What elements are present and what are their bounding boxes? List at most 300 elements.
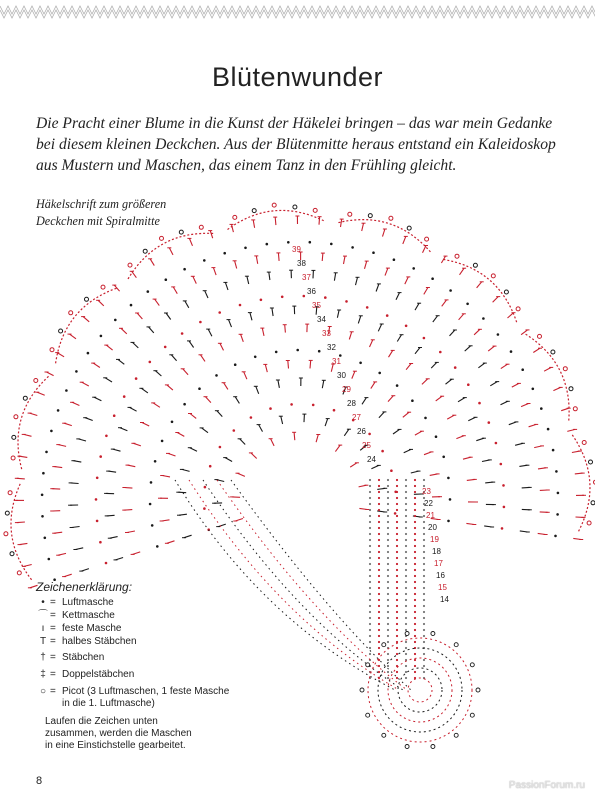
stitch-mark (508, 313, 514, 318)
stitch-mark (493, 297, 499, 303)
chain-mark (290, 403, 293, 406)
chain-mark (405, 539, 407, 541)
stitch-mark (521, 330, 527, 335)
chain-mark (387, 677, 389, 679)
chain-mark (149, 503, 152, 506)
chain-mark (378, 527, 380, 529)
chain-mark (386, 314, 389, 317)
stitch-mark (155, 371, 161, 376)
legend-row-half-double: T = halbes Stäbchen (36, 636, 236, 648)
chain-mark (369, 551, 371, 553)
chain-mark (281, 296, 284, 299)
chain-mark (378, 605, 380, 607)
picot-mark (4, 532, 8, 536)
stitch-mark (474, 329, 480, 335)
picot-mark (389, 216, 393, 220)
chain-mark (405, 479, 407, 481)
picot-mark (348, 212, 352, 216)
single-crochet-icon: ı (41, 623, 45, 634)
stitch-mark (337, 310, 339, 318)
chain-mark (44, 537, 47, 540)
center-ring (398, 668, 442, 712)
stitch-mark (167, 385, 173, 390)
stitch-mark (488, 346, 494, 351)
chain-mark (369, 545, 371, 547)
slip-stitch-icon: ⌒ (38, 610, 48, 621)
chain-mark (396, 533, 398, 535)
chain-mark (369, 617, 371, 619)
stitch-mark (150, 259, 154, 266)
stitch-mark (512, 383, 519, 387)
chain-mark (423, 593, 425, 595)
row-number-label: 14 (440, 595, 449, 604)
chain-mark (423, 527, 425, 529)
stitch-mark (225, 458, 232, 462)
stitch-mark (458, 398, 465, 402)
chain-mark (414, 509, 416, 511)
stitch-mark (278, 380, 280, 388)
row-number-label: 36 (307, 287, 316, 296)
stitch-mark (82, 382, 89, 386)
picot-mark (69, 311, 73, 315)
chain-mark (312, 404, 315, 407)
chain-mark (378, 647, 380, 649)
stitch-mark (265, 364, 267, 372)
picot-mark (431, 745, 435, 749)
chain-mark (454, 366, 457, 369)
chain-mark (199, 321, 202, 324)
picot-mark (23, 396, 27, 400)
stitch-mark (325, 419, 328, 427)
chain-mark (423, 599, 425, 601)
stitch-mark (177, 433, 184, 437)
stitch-mark (153, 403, 160, 407)
picot-mark (563, 367, 567, 371)
chain-mark (414, 629, 416, 631)
stitch-mark (423, 246, 427, 253)
chain-mark (405, 575, 407, 577)
picot-mark (516, 307, 520, 311)
chain-mark (396, 677, 398, 679)
legend-label: Doppelstäbchen (62, 669, 135, 680)
chain-mark (378, 611, 380, 613)
chain-mark (65, 389, 68, 392)
chain-mark (405, 599, 407, 601)
chain-mark (423, 659, 425, 661)
stitch-mark (533, 348, 540, 352)
chain-mark (423, 641, 425, 643)
center-ring (378, 648, 462, 732)
chain-mark (99, 455, 102, 458)
chain-mark (414, 485, 416, 487)
stitch-mark (193, 276, 197, 283)
chain-mark (378, 641, 380, 643)
chain-mark (381, 450, 384, 453)
chain-mark (369, 497, 371, 499)
stitch-mark (376, 284, 379, 292)
chain-mark (396, 587, 398, 589)
stitch-mark (189, 341, 194, 348)
chain-mark (405, 629, 407, 631)
chain-mark (42, 472, 45, 475)
chain-mark (387, 563, 389, 565)
chain-mark (423, 605, 425, 607)
stitch-mark (57, 353, 64, 357)
picot-mark (431, 632, 435, 636)
chain-mark (414, 575, 416, 577)
row-number-label: 29 (342, 385, 351, 394)
chain-mark (396, 557, 398, 559)
chain-mark (396, 497, 398, 499)
legend-label: Stäbchen (62, 652, 105, 663)
chain-mark (532, 388, 535, 391)
legend-label: Kettmasche (62, 610, 115, 621)
chain-mark (369, 521, 371, 523)
row-number-label: 24 (367, 455, 376, 464)
chain-mark (387, 611, 389, 613)
chain-mark (359, 362, 362, 365)
page-number: 8 (36, 775, 43, 787)
stitch-mark (468, 417, 475, 420)
chain-mark (405, 557, 407, 559)
stitch-mark (278, 253, 279, 261)
stitch-mark (47, 372, 54, 376)
stitch-mark (365, 261, 367, 269)
chain-mark (540, 407, 543, 410)
chain-mark (387, 605, 389, 607)
stitch-mark (232, 224, 234, 232)
stitch-mark (93, 363, 100, 367)
legend-row-single: ı = feste Masche (36, 623, 236, 635)
chain-mark (405, 497, 407, 499)
chain-mark (96, 477, 99, 480)
stitch-mark (272, 308, 273, 316)
chain-mark (250, 416, 253, 419)
stitch-mark (436, 396, 442, 401)
chain-stitch-icon: • (41, 597, 45, 608)
chain-mark (396, 653, 398, 655)
scallop-edge (56, 288, 118, 363)
stitch-mark (310, 360, 311, 368)
stitch-mark (294, 432, 295, 440)
row-number-label: 21 (426, 511, 435, 520)
chain-mark (405, 509, 407, 511)
chain-mark (387, 557, 389, 559)
stitch-mark (405, 277, 409, 284)
chain-mark (369, 527, 371, 529)
stitch-mark (341, 219, 342, 227)
chain-mark (369, 569, 371, 571)
chain-mark (414, 563, 416, 565)
stitch-mark (250, 313, 252, 321)
chain-mark (414, 569, 416, 571)
chain-mark (423, 509, 425, 511)
chain-mark (405, 671, 407, 673)
stitch-mark (335, 445, 340, 452)
chain-mark (387, 515, 389, 517)
chain-mark (414, 551, 416, 553)
chain-mark (266, 243, 269, 246)
row-number-label: 25 (362, 441, 371, 450)
chain-mark (423, 337, 426, 340)
chain-mark (405, 677, 407, 679)
picot-mark (582, 441, 586, 445)
stitch-mark (389, 350, 393, 357)
chain-mark (387, 653, 389, 655)
chain-mark (123, 395, 126, 398)
chain-mark (423, 569, 425, 571)
chain-mark (50, 430, 53, 433)
stitch-mark (259, 425, 263, 432)
chain-mark (369, 587, 371, 589)
chain-mark (369, 599, 371, 601)
picot-mark (504, 290, 508, 294)
chain-mark (396, 659, 398, 661)
legend-note (45, 716, 236, 752)
chain-mark (333, 409, 336, 412)
stitch-mark (133, 342, 139, 348)
chain-mark (405, 563, 407, 565)
chain-mark (275, 351, 278, 354)
chain-mark (556, 513, 559, 516)
chain-mark (396, 647, 398, 649)
chain-mark (405, 587, 407, 589)
chain-mark (387, 503, 389, 505)
stitch-mark (431, 362, 437, 368)
chain-mark (387, 641, 389, 643)
row-number-label: 15 (438, 583, 447, 592)
legend-label: Picot (3 Luftmaschen, 1 feste Masche in die 1. Luftmasche) (62, 686, 230, 709)
picot-mark (179, 230, 183, 234)
chain-mark (423, 635, 425, 637)
chain-mark (423, 551, 425, 553)
picot-mark (425, 237, 429, 241)
picot-mark (10, 552, 14, 556)
chain-mark (414, 611, 416, 613)
stitch-mark (189, 238, 192, 245)
stitch-mark (433, 316, 438, 322)
chain-mark (378, 497, 380, 499)
chain-mark (405, 527, 407, 529)
chain-mark (369, 635, 371, 637)
page-title: Blütenwunder (211, 62, 384, 92)
chain-mark (387, 497, 389, 499)
chain-mark (394, 512, 397, 515)
picot-mark (470, 713, 474, 717)
chain-mark (244, 247, 247, 250)
chain-mark (423, 623, 425, 625)
chain-mark (423, 557, 425, 559)
chain-mark (414, 557, 416, 559)
chain-mark (369, 509, 371, 511)
chain-mark (405, 647, 407, 649)
picot-mark (272, 203, 276, 207)
picot-mark (589, 460, 593, 464)
picot-mark (252, 209, 256, 213)
scallop-edge (443, 259, 517, 323)
chain-mark (378, 617, 380, 619)
chain-mark (396, 569, 398, 571)
stitch-mark (383, 229, 385, 237)
picot-mark (587, 521, 591, 525)
picot-mark (313, 208, 317, 212)
row-number-label: 17 (434, 559, 443, 568)
stitch-mark (171, 355, 176, 361)
stitch-mark (490, 382, 497, 386)
stitch-mark (183, 369, 188, 375)
row-number-label: 18 (432, 547, 441, 556)
picot-mark (17, 571, 21, 575)
chain-mark (150, 481, 153, 484)
row-number-label: 37 (302, 273, 311, 282)
chain-mark (378, 545, 380, 547)
stitch-mark (415, 303, 419, 310)
chain-mark (555, 470, 558, 473)
chain-mark (387, 659, 389, 661)
stitch-mark (477, 282, 482, 288)
chain-mark (147, 290, 150, 293)
stitch-mark (105, 378, 112, 382)
chain-mark (396, 605, 398, 607)
chain-mark (405, 325, 408, 328)
stitch-mark (185, 301, 189, 308)
chain-mark (547, 428, 550, 431)
chain-mark (411, 399, 414, 402)
chain-mark (369, 515, 371, 517)
stitch-mark (94, 397, 101, 401)
picot-mark (128, 263, 132, 267)
stitch-mark (262, 328, 264, 336)
chain-mark (149, 361, 152, 364)
chain-mark (378, 581, 380, 583)
chain-mark (405, 611, 407, 613)
chain-mark (378, 372, 381, 375)
chain-mark (369, 593, 371, 595)
chain-mark (369, 563, 371, 565)
row-number-label: 20 (428, 523, 437, 532)
chain-mark (387, 617, 389, 619)
chain-mark (369, 629, 371, 631)
picot-mark (11, 456, 15, 460)
stitch-mark (362, 223, 364, 231)
chain-mark (442, 456, 445, 459)
stitch-mark (205, 291, 208, 298)
picot-mark (8, 491, 12, 495)
stitch-mark (121, 328, 127, 334)
legend-row-slip: ⌒ = Kettmasche (36, 610, 236, 622)
chain-mark (330, 243, 333, 246)
legend-label: feste Masche (62, 623, 122, 634)
chain-mark (423, 545, 425, 547)
chain-mark (41, 515, 44, 518)
chain-mark (466, 303, 469, 306)
chain-mark (396, 635, 398, 637)
stitch-mark (281, 416, 283, 424)
chain-mark (405, 551, 407, 553)
picot-icon: ○ (39, 686, 47, 697)
chain-mark (387, 479, 389, 481)
chain-mark (387, 581, 389, 583)
stitch-mark (190, 448, 197, 452)
chain-mark (378, 653, 380, 655)
stitch-mark (422, 379, 428, 385)
stitch-mark (362, 398, 366, 405)
stitch-mark (256, 386, 259, 394)
legend-label: halbes Stäbchen (62, 636, 137, 647)
chain-mark (423, 539, 425, 541)
stitch-mark (210, 231, 213, 239)
chain-mark (387, 593, 389, 595)
chain-mark (378, 503, 380, 505)
chain-mark (198, 387, 201, 390)
chain-mark (387, 545, 389, 547)
chain-mark (405, 515, 407, 517)
picot-mark (591, 501, 595, 505)
chain-mark (447, 477, 450, 480)
zigzag-line (0, 10, 595, 18)
chain-mark (369, 653, 371, 655)
chain-mark (387, 635, 389, 637)
picot-mark (50, 348, 54, 352)
chain-mark (378, 665, 380, 667)
chain-mark (100, 335, 103, 338)
stitch-mark (190, 414, 196, 419)
stitch-mark (393, 429, 400, 434)
chain-mark (156, 545, 159, 548)
chain-mark (318, 350, 321, 353)
chain-mark (378, 563, 380, 565)
chain-mark (502, 484, 505, 487)
row-number-label: 39 (292, 245, 301, 254)
chain-mark (423, 563, 425, 565)
chain-mark (203, 507, 206, 510)
chain-mark (369, 485, 371, 487)
stitch-mark (253, 220, 254, 228)
chain-mark (414, 587, 416, 589)
chain-mark (423, 587, 425, 589)
scallop-edge (18, 376, 49, 469)
chain-mark (423, 629, 425, 631)
picot-mark (491, 274, 495, 278)
chain-mark (164, 346, 167, 349)
picot-mark (233, 215, 237, 219)
chain-mark (414, 503, 416, 505)
picot-mark (382, 643, 386, 647)
chain-mark (378, 575, 380, 577)
stitch-mark (256, 256, 257, 264)
picot-mark (12, 435, 16, 439)
chain-mark (239, 304, 242, 307)
stitch-mark (406, 364, 411, 370)
chain-mark (414, 593, 416, 595)
center-ring (408, 678, 432, 702)
chain-mark (151, 524, 154, 527)
chain-mark (414, 479, 416, 481)
chain-mark (154, 460, 157, 463)
picot-mark (470, 663, 474, 667)
picot-mark (573, 407, 577, 411)
chain-mark (369, 611, 371, 613)
chain-mark (369, 647, 371, 649)
chain-mark (423, 521, 425, 523)
stitch-mark (356, 277, 358, 285)
chain-mark (414, 605, 416, 607)
chain-mark (369, 479, 371, 481)
chain-mark (467, 383, 470, 386)
chain-mark (396, 671, 398, 673)
chain-mark (423, 533, 425, 535)
picot-mark (366, 663, 370, 667)
